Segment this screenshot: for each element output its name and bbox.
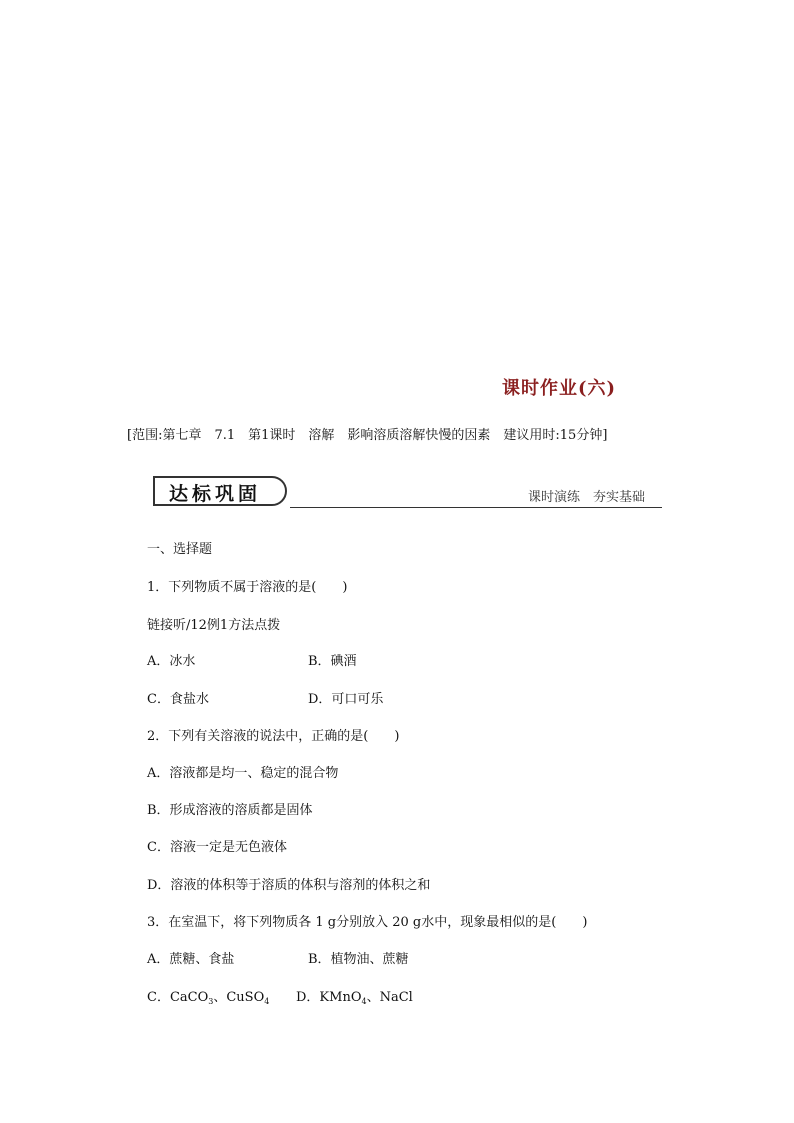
page-title: 课时作业(六) xyxy=(502,378,617,399)
scope-note: [范围:第七章 7.1 第1课时 溶解 影响溶质溶解快慢的因素 建议用时:15分钟] xyxy=(127,428,608,443)
option-d-subscript: 4 xyxy=(361,997,367,1006)
question-3-option-b: B．植物油、蔗糖 xyxy=(308,952,409,967)
question-2-option-b: B．形成溶液的溶质都是固体 xyxy=(147,803,313,818)
section-heading: 一、选择题 xyxy=(147,542,213,557)
question-1-option-c: C．食盐水 xyxy=(147,692,209,707)
question-2-option-a: A．溶液都是均一、稳定的混合物 xyxy=(147,766,339,781)
option-c-text-1: C．CaCO xyxy=(147,990,209,1005)
banner-slogan: 课时演练 夯实基础 xyxy=(528,490,646,505)
question-1-option-d: D．可口可乐 xyxy=(308,692,384,707)
question-1-option-a: A．冰水 xyxy=(147,654,196,669)
question-1-link: 链接听/12例1方法点拨 xyxy=(147,618,281,633)
question-2-option-d: D．溶液的体积等于溶质的体积与溶剂的体积之和 xyxy=(147,878,431,893)
question-2-option-c: C．溶液一定是无色液体 xyxy=(147,840,287,855)
banner-label: 达标巩固 xyxy=(169,483,262,505)
banner-divider xyxy=(290,507,662,508)
question-3-option-c xyxy=(147,986,269,1006)
question-1-stem: 1．下列物质不属于溶液的是( ) xyxy=(147,580,348,595)
question-3-stem: 3．在室温下，将下列物质各 1 g分别放入 20 g水中，现象最相似的是( ) xyxy=(147,915,588,930)
section-banner xyxy=(153,476,287,506)
option-c-subscript-2: 4 xyxy=(264,997,270,1006)
question-3-option-a: A．蔗糖、食盐 xyxy=(147,952,235,967)
option-c-text-2: 、CuSO xyxy=(213,990,265,1005)
question-1-option-b: B．碘酒 xyxy=(308,654,357,669)
option-c-subscript-1: 3 xyxy=(208,997,214,1006)
option-d-text-2: 、NaCl xyxy=(366,990,413,1005)
option-d-text-1: D．KMnO xyxy=(296,990,362,1005)
question-2-stem: 2．下列有关溶液的说法中，正确的是( ) xyxy=(147,729,400,744)
question-3-option-d xyxy=(296,986,413,1006)
